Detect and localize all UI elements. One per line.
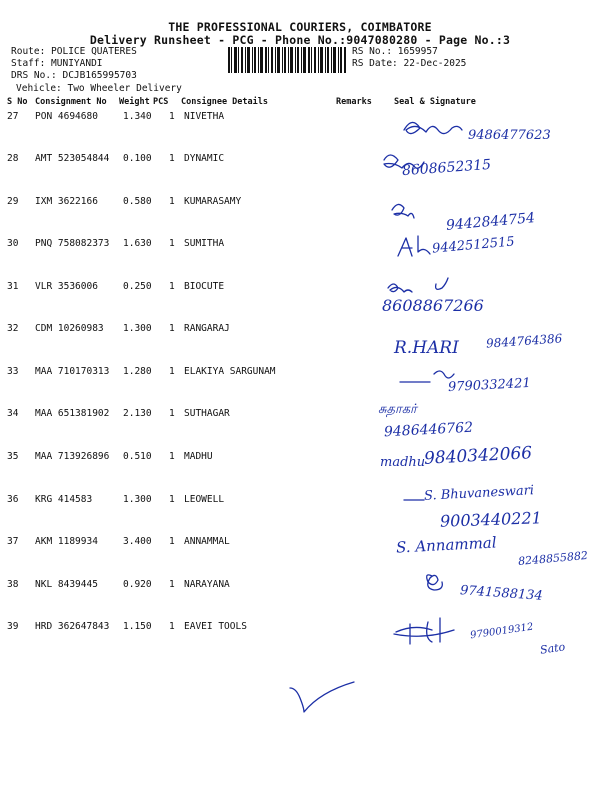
row-weight: 3.400	[123, 536, 152, 547]
handwritten-name-34: சுதாகர்	[378, 402, 417, 417]
handwritten-phone-29: 9442844754	[445, 210, 536, 234]
row-consignee: ANNAMMAL	[184, 536, 230, 547]
handwritten-phone-33: 9790332421	[447, 375, 532, 396]
handwritten-phone-37: 8248855882	[517, 548, 589, 569]
row-consignment: HRD 362647843	[35, 621, 110, 632]
vehicle-label: Vehicle: Two Wheeler Delivery	[16, 83, 182, 94]
row-consignment: KRG 414583	[35, 494, 93, 505]
row-consignee: KUMARASAMY	[184, 196, 242, 207]
row-consignee: EAVEI TOOLS	[184, 621, 247, 632]
row-weight: 0.580	[123, 196, 152, 207]
row-sno: 33	[7, 366, 19, 377]
drs-number: DRS No.: DCJB165995703	[11, 70, 137, 81]
row-consignment: PNQ 758082373	[35, 238, 110, 249]
row-pcs: 1	[169, 579, 175, 590]
row-sno: 27	[7, 111, 19, 122]
row-sno: 32	[7, 323, 19, 334]
row-weight: 0.510	[123, 451, 152, 462]
row-sno: 30	[7, 238, 19, 249]
col-pcs: PCS	[153, 97, 169, 107]
row-sno: 28	[7, 153, 19, 164]
handwritten-phone-35: 9840342066	[423, 443, 533, 469]
row-pcs: 1	[169, 238, 175, 249]
row-consignment: AMT 523054844	[35, 153, 110, 164]
barcode-icon	[228, 47, 346, 73]
row-consignment: VLR 3536006	[35, 281, 98, 292]
handwritten-phone-34: 9486446762	[383, 419, 474, 441]
handwritten-phone-30: 9442512515	[431, 234, 516, 257]
col-remarks: Remarks	[336, 97, 372, 107]
row-consignment: PON 4694680	[35, 111, 98, 122]
row-pcs: 1	[169, 451, 175, 462]
handwritten-phone-28: 8608652315	[401, 156, 492, 180]
row-weight: 0.920	[123, 579, 152, 590]
row-pcs: 1	[169, 621, 175, 632]
row-sno: 37	[7, 536, 19, 547]
row-pcs: 1	[169, 494, 175, 505]
runsheet-title: Delivery Runsheet - PCG - Phone No.:9047080280 - Page No.:3	[89, 33, 511, 47]
row-weight: 1.300	[123, 323, 152, 334]
row-sno: 35	[7, 451, 19, 462]
row-consignment: NKL 8439445	[35, 579, 98, 590]
table-row	[0, 111, 600, 125]
handwritten-name-35: madhu	[380, 455, 426, 470]
row-consignee: SUMITHA	[184, 238, 225, 249]
handwritten-phone-36: 9003440221	[439, 508, 543, 531]
row-consignment: AKM 1189934	[35, 536, 98, 547]
table-row	[0, 153, 600, 167]
handwritten-name-37: S. Annammal	[395, 533, 497, 557]
row-sno: 29	[7, 196, 19, 207]
staff-label: Staff: MUNIYANDI	[11, 58, 103, 69]
row-pcs: 1	[169, 323, 175, 334]
row-consignee: BIOCUTE	[184, 281, 225, 292]
row-sno: 36	[7, 494, 19, 505]
row-pcs: 1	[169, 281, 175, 292]
col-signature: Seal & Signature	[394, 97, 476, 107]
rs-date: RS Date: 22-Dec-2025	[352, 58, 467, 69]
handwritten-phone-38: 9741588134	[459, 583, 544, 604]
row-consignment: IXM 3622166	[35, 196, 98, 207]
row-pcs: 1	[169, 153, 175, 164]
row-consignee: NIVETHA	[184, 111, 225, 122]
handwritten-name-39: Sato	[539, 640, 566, 657]
handwritten-phone-31: 8608867266	[382, 296, 484, 315]
row-weight: 1.300	[123, 494, 152, 505]
col-consignment: Consignment No	[35, 97, 107, 107]
row-weight: 0.100	[123, 153, 152, 164]
row-sno: 38	[7, 579, 19, 590]
row-weight: 1.150	[123, 621, 152, 632]
row-weight: 1.280	[123, 366, 152, 377]
row-consignee: ELAKIYA SARGUNAM	[184, 366, 276, 377]
table-row	[0, 196, 600, 210]
row-consignee: MADHU	[184, 451, 213, 462]
row-pcs: 1	[169, 408, 175, 419]
handwritten-phone-39: 9790019312	[469, 621, 535, 642]
row-sno: 34	[7, 408, 19, 419]
row-pcs: 1	[169, 366, 175, 377]
handwritten-phone-27: 9486477623	[468, 128, 551, 143]
col-weight: Weight	[119, 97, 150, 107]
row-weight: 1.340	[123, 111, 152, 122]
row-weight: 2.130	[123, 408, 152, 419]
table-row	[0, 408, 600, 422]
row-consignment: MAA 713926896	[35, 451, 110, 462]
table-row	[0, 281, 600, 295]
handwritten-name-32: R.HARI	[394, 338, 459, 358]
row-consignee: DYNAMIC	[184, 153, 225, 164]
row-consignment: MAA 710170313	[35, 366, 110, 377]
col-consignee: Consignee Details	[181, 97, 268, 107]
row-consignee: NARAYANA	[184, 579, 230, 590]
row-weight: 1.630	[123, 238, 152, 249]
checkmark-icon	[290, 682, 354, 712]
table-row	[0, 536, 600, 550]
row-consignment: CDM 10260983	[35, 323, 104, 334]
row-consignee: RANGARAJ	[184, 323, 230, 334]
row-sno: 31	[7, 281, 19, 292]
handwritten-name-36: S. Bhuvaneswari	[423, 483, 535, 504]
row-sno: 39	[7, 621, 19, 632]
row-pcs: 1	[169, 111, 175, 122]
company-name: THE PROFESSIONAL COURIERS, COIMBATORE	[168, 20, 432, 34]
row-consignee: LEOWELL	[184, 494, 225, 505]
handwritten-phone-32: 9844764386	[485, 331, 563, 351]
row-pcs: 1	[169, 536, 175, 547]
col-sno: S No	[7, 97, 28, 107]
route-label: Route: POLICE QUATERES	[11, 46, 137, 57]
row-consignee: SUTHAGAR	[184, 408, 230, 419]
row-weight: 0.250	[123, 281, 152, 292]
row-pcs: 1	[169, 196, 175, 207]
rs-number: RS No.: 1659957	[352, 46, 438, 57]
row-consignment: MAA 651381902	[35, 408, 110, 419]
